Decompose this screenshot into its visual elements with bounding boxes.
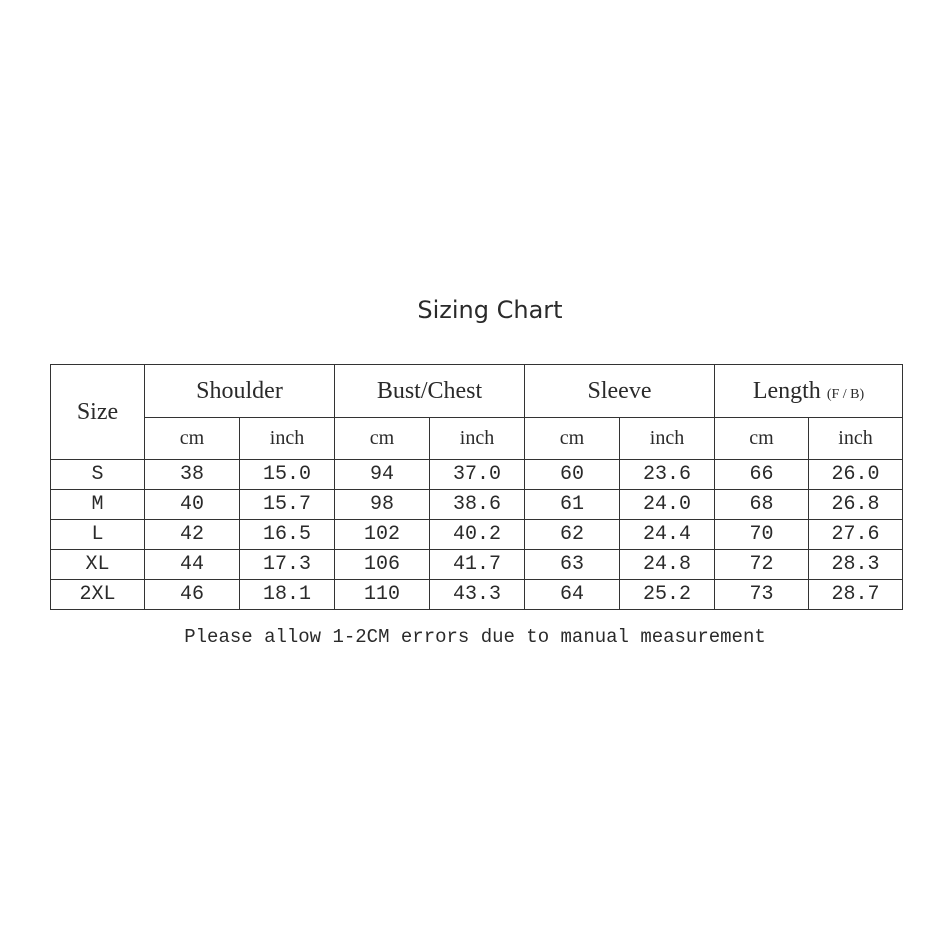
table-row xyxy=(51,580,903,610)
value-cell: 25.2 xyxy=(620,580,715,610)
value-cell: 37.0 xyxy=(430,460,525,490)
unit-header: cm xyxy=(335,418,430,460)
group-header-bust-chest xyxy=(335,365,525,418)
size-cell: S xyxy=(51,460,145,490)
group-header-shoulder xyxy=(145,365,335,418)
value-cell: 62 xyxy=(525,520,620,550)
value-cell: 94 xyxy=(335,460,430,490)
value-cell: 106 xyxy=(335,550,430,580)
value-cell: 23.6 xyxy=(620,460,715,490)
value-cell: 42 xyxy=(145,520,240,550)
value-cell: 26.0 xyxy=(809,460,903,490)
length-suffix: (F / B) xyxy=(826,386,865,402)
unit-header: cm xyxy=(715,418,809,460)
value-cell: 64 xyxy=(525,580,620,610)
value-cell: 40 xyxy=(145,490,240,520)
value-cell: 16.5 xyxy=(240,520,335,550)
unit-header: inch xyxy=(430,418,525,460)
unit-header: cm xyxy=(145,418,240,460)
value-cell: 27.6 xyxy=(809,520,903,550)
size-cell: 2XL xyxy=(51,580,145,610)
value-cell: 63 xyxy=(525,550,620,580)
unit-header-row xyxy=(51,418,903,460)
value-cell: 46 xyxy=(145,580,240,610)
unit-header: cm xyxy=(525,418,620,460)
group-label: Bust/Chest xyxy=(376,377,483,404)
value-cell: 24.4 xyxy=(620,520,715,550)
value-cell: 41.7 xyxy=(430,550,525,580)
unit-header: inch xyxy=(809,418,903,460)
table-row xyxy=(51,460,903,490)
group-header-length xyxy=(715,365,903,418)
value-cell: 60 xyxy=(525,460,620,490)
value-cell: 38 xyxy=(145,460,240,490)
value-cell: 70 xyxy=(715,520,809,550)
value-cell: 15.0 xyxy=(240,460,335,490)
unit-header: inch xyxy=(240,418,335,460)
value-cell: 26.8 xyxy=(809,490,903,520)
value-cell: 38.6 xyxy=(430,490,525,520)
value-cell: 61 xyxy=(525,490,620,520)
size-cell: M xyxy=(51,490,145,520)
value-cell: 24.0 xyxy=(620,490,715,520)
table-row xyxy=(51,550,903,580)
size-cell: L xyxy=(51,520,145,550)
group-header-sleeve xyxy=(525,365,715,418)
group-header-row xyxy=(51,365,903,418)
value-cell: 68 xyxy=(715,490,809,520)
group-label: Length xyxy=(752,377,821,404)
size-header: Size xyxy=(51,365,145,460)
value-cell: 18.1 xyxy=(240,580,335,610)
value-cell: 66 xyxy=(715,460,809,490)
table-row xyxy=(51,520,903,550)
size-cell: XL xyxy=(51,550,145,580)
group-label: Shoulder xyxy=(196,377,283,404)
value-cell: 28.3 xyxy=(809,550,903,580)
unit-header: inch xyxy=(620,418,715,460)
value-cell: 110 xyxy=(335,580,430,610)
sizing-table xyxy=(50,364,903,610)
value-cell: 102 xyxy=(335,520,430,550)
value-cell: 24.8 xyxy=(620,550,715,580)
value-cell: 28.7 xyxy=(809,580,903,610)
value-cell: 43.3 xyxy=(430,580,525,610)
group-label: Sleeve xyxy=(587,377,652,404)
table-row xyxy=(51,490,903,520)
value-cell: 40.2 xyxy=(430,520,525,550)
measurement-note: Please allow 1-2CM errors due to manual measurement xyxy=(184,626,766,648)
value-cell: 72 xyxy=(715,550,809,580)
value-cell: 98 xyxy=(335,490,430,520)
page-title: Sizing Chart xyxy=(417,296,563,324)
value-cell: 44 xyxy=(145,550,240,580)
value-cell: 17.3 xyxy=(240,550,335,580)
value-cell: 73 xyxy=(715,580,809,610)
value-cell: 15.7 xyxy=(240,490,335,520)
